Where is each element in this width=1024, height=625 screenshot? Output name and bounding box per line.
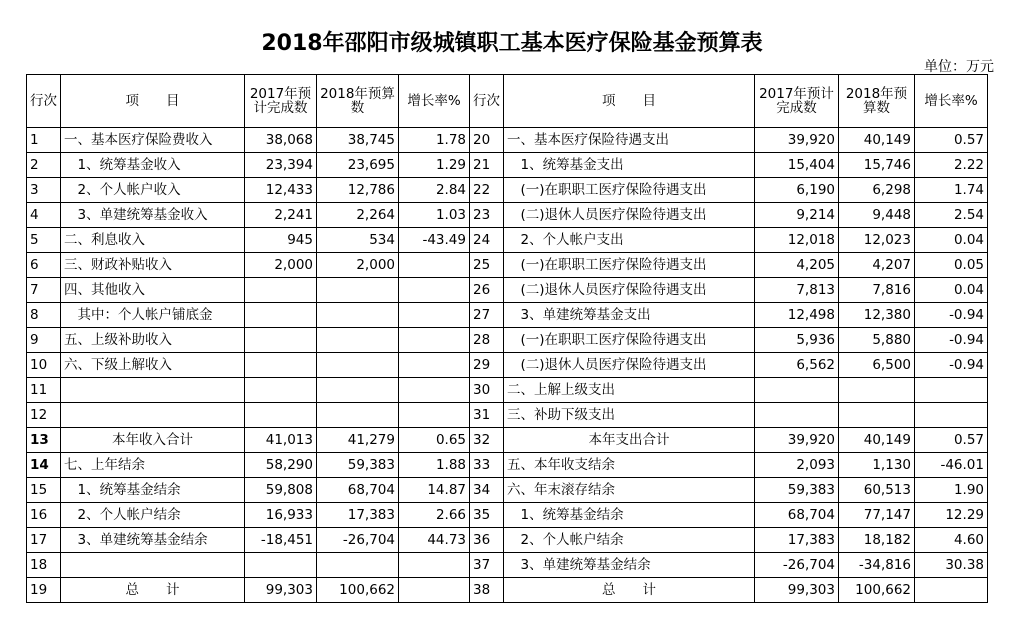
row-item: 二、上解上级支出 — [504, 378, 755, 403]
table-row — [27, 453, 988, 478]
row-2018: 100,662 — [839, 578, 915, 603]
row-item: 五、本年收支结余 — [504, 453, 755, 478]
row-no: 24 — [470, 228, 504, 253]
row-item — [61, 553, 245, 578]
row-growth — [915, 403, 988, 428]
row-2018: 7,816 — [839, 278, 915, 303]
table-row — [27, 253, 988, 278]
row-growth — [399, 328, 470, 353]
row-no: 4 — [27, 203, 61, 228]
row-item — [61, 403, 245, 428]
row-item: 五、上级补助收入 — [61, 328, 245, 353]
budget-table — [26, 74, 988, 603]
row-2018: 6,500 — [839, 353, 915, 378]
row-no: 10 — [27, 353, 61, 378]
row-item: 2、个人帐户结余 — [504, 528, 755, 553]
header-row — [27, 75, 988, 128]
row-growth — [399, 403, 470, 428]
row-item: (一)在职职工医疗保险待遇支出 — [504, 178, 755, 203]
row-2018: 23,695 — [317, 153, 399, 178]
row-item: 本年支出合计 — [504, 428, 755, 453]
row-2018: 6,298 — [839, 178, 915, 203]
row-no: 11 — [27, 378, 61, 403]
row-no: 36 — [470, 528, 504, 553]
row-no: 8 — [27, 303, 61, 328]
row-2018 — [317, 378, 399, 403]
row-no: 13 — [27, 428, 61, 453]
row-2017 — [755, 378, 839, 403]
row-2018: 4,207 — [839, 253, 915, 278]
row-2017: 6,190 — [755, 178, 839, 203]
row-no: 31 — [470, 403, 504, 428]
row-2017: 5,936 — [755, 328, 839, 353]
row-2017 — [245, 403, 317, 428]
row-growth: 1.88 — [399, 453, 470, 478]
row-2017: 38,068 — [245, 128, 317, 153]
row-2018: 12,786 — [317, 178, 399, 203]
row-no: 2 — [27, 153, 61, 178]
row-item: 四、其他收入 — [61, 278, 245, 303]
header-growth: 增长率% — [399, 75, 470, 128]
row-item: 3、单建统筹基金结余 — [504, 553, 755, 578]
row-item: 二、利息收入 — [61, 228, 245, 253]
row-2017: 99,303 — [755, 578, 839, 603]
row-2017: 58,290 — [245, 453, 317, 478]
row-2018: 534 — [317, 228, 399, 253]
header-2018: 2018年预算数 — [317, 75, 399, 128]
row-no: 18 — [27, 553, 61, 578]
row-no: 17 — [27, 528, 61, 553]
table-row — [27, 553, 988, 578]
table-row — [27, 578, 988, 603]
row-no: 16 — [27, 503, 61, 528]
row-2017: 23,394 — [245, 153, 317, 178]
header-growth: 增长率% — [915, 75, 988, 128]
row-item: 其中：个人帐户铺底金 — [61, 303, 245, 328]
row-no: 32 — [470, 428, 504, 453]
row-no: 26 — [470, 278, 504, 303]
row-no: 9 — [27, 328, 61, 353]
row-growth: 1.90 — [915, 478, 988, 503]
row-item: (二)退休人员医疗保险待遇支出 — [504, 353, 755, 378]
row-2017: 945 — [245, 228, 317, 253]
row-item: 一、基本医疗保险待遇支出 — [504, 128, 755, 153]
row-2018: 5,880 — [839, 328, 915, 353]
row-2017: 12,433 — [245, 178, 317, 203]
row-growth: 2.22 — [915, 153, 988, 178]
row-2018 — [839, 378, 915, 403]
unit-label: 单位：万元 — [924, 59, 994, 75]
row-2017: 2,241 — [245, 203, 317, 228]
row-growth: 30.38 — [915, 553, 988, 578]
row-growth: 1.29 — [399, 153, 470, 178]
row-growth: 1.03 — [399, 203, 470, 228]
header-item: 项 目 — [61, 75, 245, 128]
table-row — [27, 403, 988, 428]
row-no: 5 — [27, 228, 61, 253]
row-2018: 60,513 — [839, 478, 915, 503]
row-2017: 39,920 — [755, 428, 839, 453]
row-item: 3、单建统筹基金结余 — [61, 528, 245, 553]
row-2017: 6,562 — [755, 353, 839, 378]
row-growth: 0.04 — [915, 228, 988, 253]
row-2017 — [245, 378, 317, 403]
row-2017 — [245, 278, 317, 303]
table-row — [27, 353, 988, 378]
row-2017: 41,013 — [245, 428, 317, 453]
row-2017: 39,920 — [755, 128, 839, 153]
row-no: 29 — [470, 353, 504, 378]
row-2018: 12,380 — [839, 303, 915, 328]
row-growth: -0.94 — [915, 353, 988, 378]
row-growth — [399, 278, 470, 303]
row-2018 — [317, 403, 399, 428]
row-growth: 0.57 — [915, 428, 988, 453]
row-growth — [399, 353, 470, 378]
row-no: 25 — [470, 253, 504, 278]
row-growth — [915, 578, 988, 603]
row-item: 1、统筹基金结余 — [61, 478, 245, 503]
row-no: 14 — [27, 453, 61, 478]
row-growth: -0.94 — [915, 303, 988, 328]
row-growth: 0.05 — [915, 253, 988, 278]
row-2017 — [245, 353, 317, 378]
row-2017 — [245, 553, 317, 578]
row-2018: -26,704 — [317, 528, 399, 553]
row-item: 七、上年结余 — [61, 453, 245, 478]
row-item: 三、财政补贴收入 — [61, 253, 245, 278]
row-2017 — [245, 328, 317, 353]
row-2018 — [317, 303, 399, 328]
row-no: 22 — [470, 178, 504, 203]
row-2018: 18,182 — [839, 528, 915, 553]
header-2017: 2017年预计完成数 — [755, 75, 839, 128]
row-growth: -46.01 — [915, 453, 988, 478]
row-item: 1、统筹基金收入 — [61, 153, 245, 178]
table-row — [27, 153, 988, 178]
row-2018: -34,816 — [839, 553, 915, 578]
row-no: 3 — [27, 178, 61, 203]
row-item: 六、下级上解收入 — [61, 353, 245, 378]
table-row — [27, 328, 988, 353]
row-2018: 1,130 — [839, 453, 915, 478]
row-growth: 0.57 — [915, 128, 988, 153]
row-no: 30 — [470, 378, 504, 403]
row-item: 本年收入合计 — [61, 428, 245, 453]
row-2018: 77,147 — [839, 503, 915, 528]
row-2018 — [317, 553, 399, 578]
table-row — [27, 178, 988, 203]
row-item: 2、个人帐户结余 — [61, 503, 245, 528]
row-no: 35 — [470, 503, 504, 528]
row-2017 — [245, 303, 317, 328]
row-item: (一)在职职工医疗保险待遇支出 — [504, 253, 755, 278]
table-row — [27, 228, 988, 253]
row-growth: 0.04 — [915, 278, 988, 303]
row-2017: -26,704 — [755, 553, 839, 578]
row-item: 三、补助下级支出 — [504, 403, 755, 428]
row-no: 6 — [27, 253, 61, 278]
row-growth: -0.94 — [915, 328, 988, 353]
page-title: 2018年邵阳市级城镇职工基本医疗保险基金预算表 — [261, 31, 763, 56]
row-2018: 38,745 — [317, 128, 399, 153]
header-2018: 2018年预算数 — [839, 75, 915, 128]
row-2017: 99,303 — [245, 578, 317, 603]
row-2017: 17,383 — [755, 528, 839, 553]
row-no: 33 — [470, 453, 504, 478]
row-item: 1、统筹基金结余 — [504, 503, 755, 528]
row-2018: 40,149 — [839, 128, 915, 153]
row-growth: 2.66 — [399, 503, 470, 528]
row-growth: 4.60 — [915, 528, 988, 553]
row-no: 34 — [470, 478, 504, 503]
row-2017: 12,498 — [755, 303, 839, 328]
row-2017: 2,000 — [245, 253, 317, 278]
header-no: 行次 — [27, 75, 61, 128]
row-growth: 14.87 — [399, 478, 470, 503]
header-item: 项 目 — [504, 75, 755, 128]
row-2018: 2,000 — [317, 253, 399, 278]
row-growth: 1.78 — [399, 128, 470, 153]
row-2018: 100,662 — [317, 578, 399, 603]
row-no: 38 — [470, 578, 504, 603]
table-row — [27, 503, 988, 528]
row-2017: 68,704 — [755, 503, 839, 528]
row-2017: 9,214 — [755, 203, 839, 228]
table-row — [27, 303, 988, 328]
table-row — [27, 278, 988, 303]
row-item — [61, 378, 245, 403]
table-row — [27, 428, 988, 453]
row-no: 7 — [27, 278, 61, 303]
row-no: 12 — [27, 403, 61, 428]
row-growth: 12.29 — [915, 503, 988, 528]
row-growth — [399, 378, 470, 403]
row-2018: 40,149 — [839, 428, 915, 453]
row-growth — [399, 578, 470, 603]
row-growth: 2.84 — [399, 178, 470, 203]
row-2017: 12,018 — [755, 228, 839, 253]
row-2017: 16,933 — [245, 503, 317, 528]
row-2017: 7,813 — [755, 278, 839, 303]
row-item: 一、基本医疗保险费收入 — [61, 128, 245, 153]
row-2017: 59,383 — [755, 478, 839, 503]
row-growth: 0.65 — [399, 428, 470, 453]
header-no: 行次 — [470, 75, 504, 128]
row-2018: 68,704 — [317, 478, 399, 503]
row-item: 1、统筹基金支出 — [504, 153, 755, 178]
row-2018: 41,279 — [317, 428, 399, 453]
row-2018 — [317, 278, 399, 303]
row-no: 37 — [470, 553, 504, 578]
row-growth — [399, 303, 470, 328]
row-item: 总 计 — [61, 578, 245, 603]
row-2018 — [317, 353, 399, 378]
row-item: 2、个人帐户收入 — [61, 178, 245, 203]
table-row — [27, 203, 988, 228]
row-item: (二)退休人员医疗保险待遇支出 — [504, 203, 755, 228]
row-2017: 4,205 — [755, 253, 839, 278]
row-2018 — [317, 328, 399, 353]
row-no: 23 — [470, 203, 504, 228]
row-growth: 44.73 — [399, 528, 470, 553]
table-row — [27, 478, 988, 503]
row-item: 总 计 — [504, 578, 755, 603]
row-2018: 2,264 — [317, 203, 399, 228]
row-item: 2、个人帐户支出 — [504, 228, 755, 253]
row-no: 28 — [470, 328, 504, 353]
row-2017: 59,808 — [245, 478, 317, 503]
row-2018 — [839, 403, 915, 428]
table-row — [27, 378, 988, 403]
row-2018: 9,448 — [839, 203, 915, 228]
row-2018: 17,383 — [317, 503, 399, 528]
row-item: 六、年末滚存结余 — [504, 478, 755, 503]
row-no: 27 — [470, 303, 504, 328]
row-growth — [399, 253, 470, 278]
row-2018: 59,383 — [317, 453, 399, 478]
row-growth: -43.49 — [399, 228, 470, 253]
row-item: 3、单建统筹基金支出 — [504, 303, 755, 328]
row-no: 20 — [470, 128, 504, 153]
table-row — [27, 128, 988, 153]
row-item: 3、单建统筹基金收入 — [61, 203, 245, 228]
row-item: (二)退休人员医疗保险待遇支出 — [504, 278, 755, 303]
row-2017 — [755, 403, 839, 428]
row-2018: 15,746 — [839, 153, 915, 178]
row-item: (一)在职职工医疗保险待遇支出 — [504, 328, 755, 353]
table-row — [27, 528, 988, 553]
row-2017: 2,093 — [755, 453, 839, 478]
row-no: 19 — [27, 578, 61, 603]
row-growth: 2.54 — [915, 203, 988, 228]
row-growth — [399, 553, 470, 578]
row-growth: 1.74 — [915, 178, 988, 203]
row-2017: 15,404 — [755, 153, 839, 178]
row-no: 21 — [470, 153, 504, 178]
row-no: 15 — [27, 478, 61, 503]
row-2018: 12,023 — [839, 228, 915, 253]
header-2017: 2017年预计完成数 — [245, 75, 317, 128]
row-growth — [915, 378, 988, 403]
row-no: 1 — [27, 128, 61, 153]
row-2017: -18,451 — [245, 528, 317, 553]
